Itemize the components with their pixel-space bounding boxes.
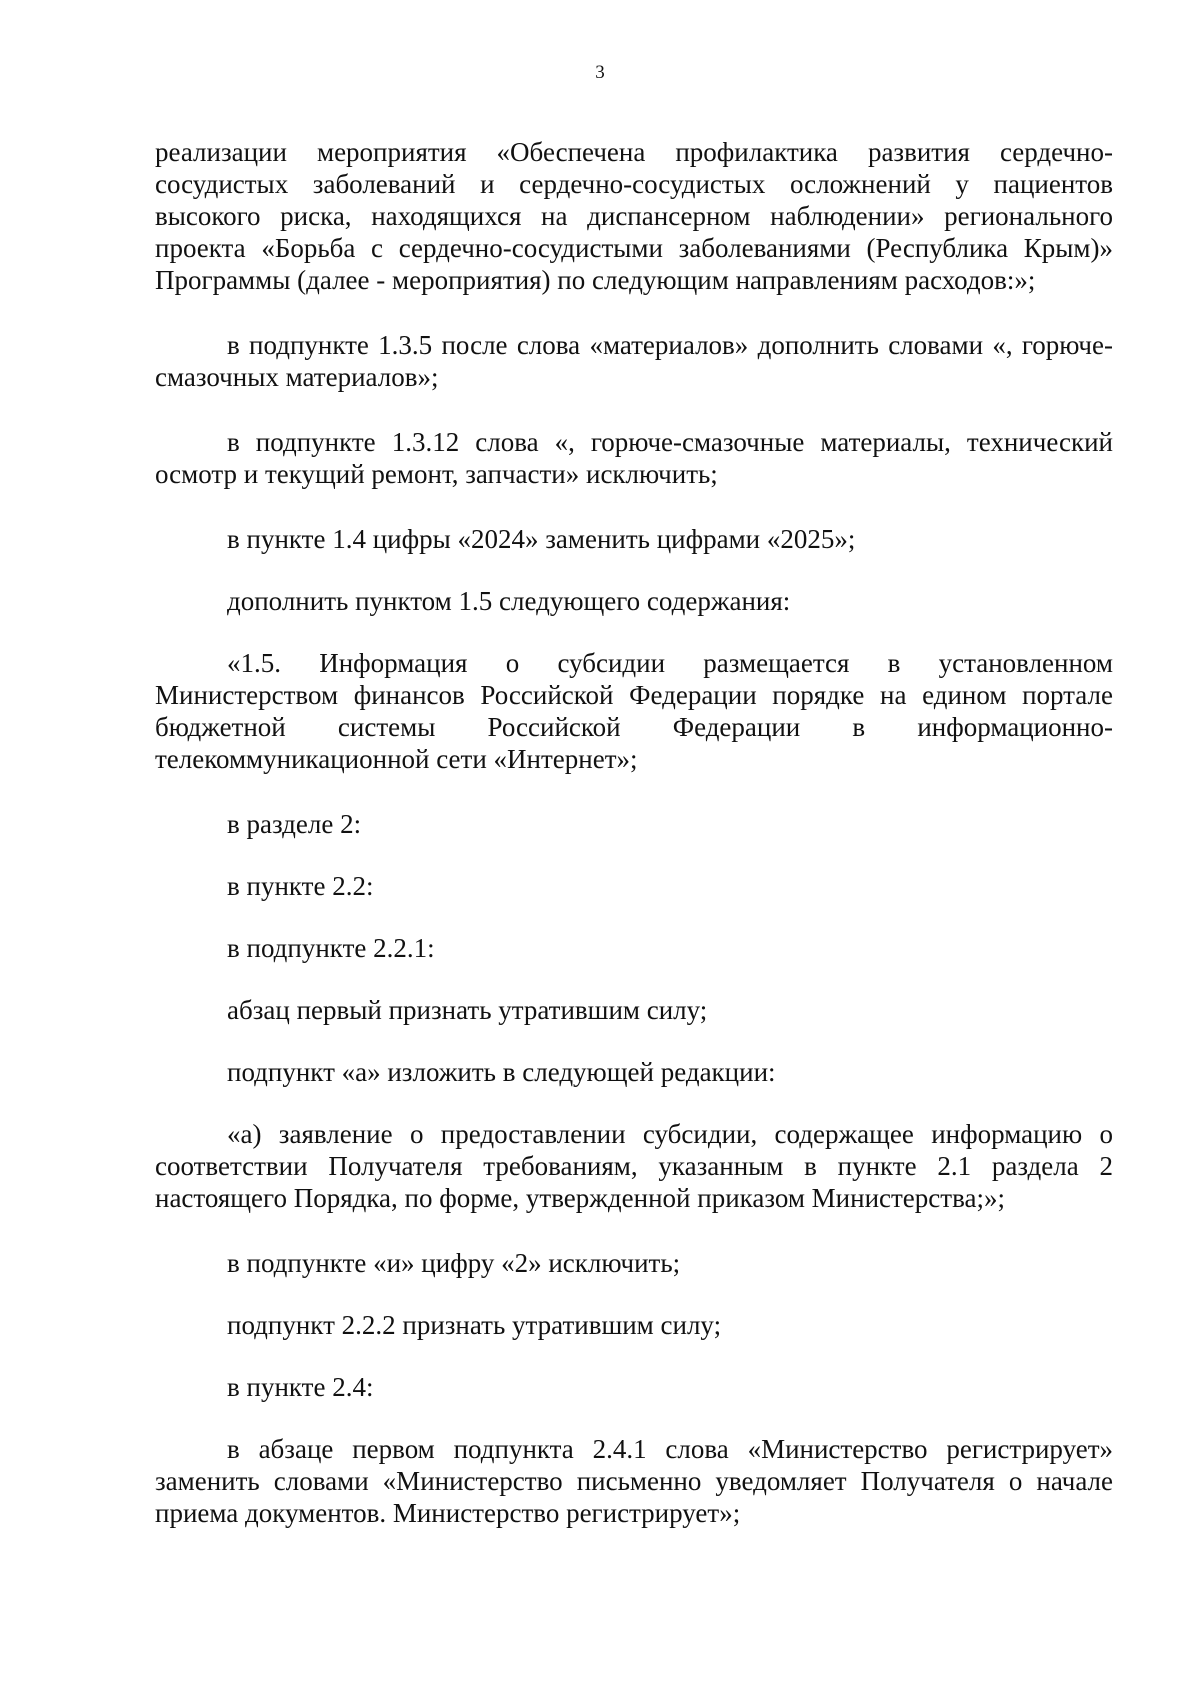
paragraph-13: в подпункте «и» цифру «2» исключить;: [227, 1248, 681, 1278]
paragraph-2: в подпункте 1.3.5 после слова «материалов» дополнить словами «, горюче-смазочных материалов»;: [155, 330, 1113, 392]
paragraph-1: реализации мероприятия «Обеспечена профилактика развития сердечно-сосудистых заболеваний и сердечно-сосудистых осложнений у пациентов высокого риска, находящихся на диспансерном наблюдении» регионального проекта «Борьба с сердечно-сосудистыми заболеваниями (Республика Крым)» Программы (далее - мероприятия) по следующим направлениям расходов:»;: [155, 137, 1113, 295]
paragraph-10: абзац первый признать утратившим силу;: [227, 995, 708, 1025]
document-body: [155, 136, 1113, 1529]
paragraph-15: в пункте 2.4:: [227, 1372, 374, 1402]
paragraph-5: дополнить пунктом 1.5 следующего содержания:: [227, 586, 791, 616]
paragraph-16: в абзаце первом подпункта 2.4.1 слова «Министерство регистрирует» заменить словами «Министерство письменно уведомляет Получателя о начале приема документов. Министерство регистрирует»;: [155, 1434, 1113, 1528]
paragraph-11: подпункт «а» изложить в следующей редакции:: [227, 1057, 776, 1087]
paragraph-7: в разделе 2:: [227, 809, 362, 839]
paragraph-9: в подпункте 2.2.1:: [227, 933, 435, 963]
paragraph-8: в пункте 2.2:: [227, 871, 374, 901]
paragraph-4: в пункте 1.4 цифры «2024» заменить цифрами «2025»;: [227, 524, 856, 554]
paragraph-14: подпункт 2.2.2 признать утратившим силу;: [227, 1310, 722, 1340]
paragraph-6: «1.5. Информация о субсидии размещается в установленном Министерством финансов Российской Федерации порядке на едином портале бюджетной системы Российской Федерации в информационно-телекоммуникационной сети «Интернет»;: [155, 648, 1113, 774]
paragraph-12: «а) заявление о предоставлении субсидии, содержащее информацию о соответствии Получателя требованиям, указанным в пункте 2.1 раздела 2 настоящего Порядка, по форме, утвержденной приказом Министерства;»;: [155, 1119, 1113, 1213]
page-number: 3: [595, 62, 605, 83]
paragraph-3: в подпункте 1.3.12 слова «, горюче-смазочные материалы, технический осмотр и текущий ремонт, запчасти» исключить;: [155, 427, 1113, 489]
